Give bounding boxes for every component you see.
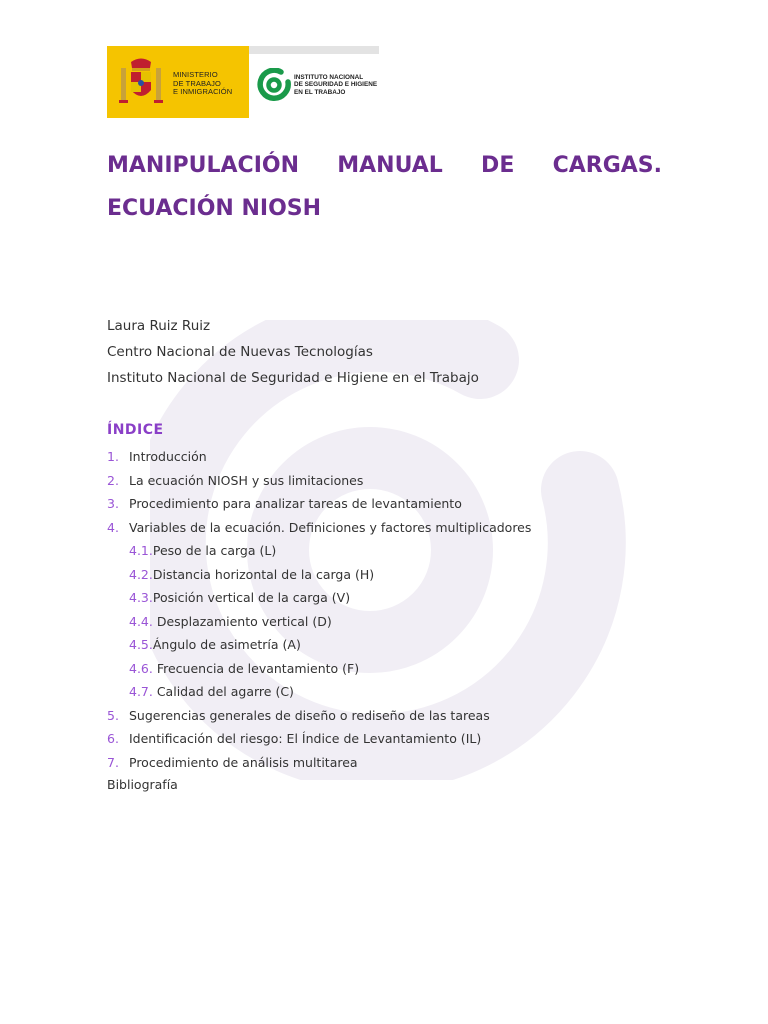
toc-item-label: Distancia horizontal de la carga (H) bbox=[152, 566, 375, 582]
toc-item-label: La ecuación NIOSH y sus limitaciones bbox=[129, 472, 364, 488]
toc-item-label: Desplazamiento vertical (D) bbox=[152, 613, 332, 629]
insht-logo-text: INSTITUTO NACIONAL DE SEGURIDAD E HIGIENE EN EL TRABAJO bbox=[294, 74, 378, 96]
insht-logo-icon bbox=[257, 68, 291, 102]
toc-subitem[interactable] bbox=[107, 610, 531, 634]
toc-item[interactable] bbox=[107, 492, 531, 516]
toc-item[interactable] bbox=[107, 445, 531, 469]
toc-item-label: Peso de la carga (L) bbox=[152, 543, 277, 558]
toc-item-label: Identificación del riesgo: El Índice de Levantamiento (IL) bbox=[129, 731, 482, 746]
author-institute: Instituto Nacional de Seguridad e Higiene en el Trabajo bbox=[107, 370, 479, 386]
toc-subitem[interactable] bbox=[107, 586, 531, 610]
table-of-contents bbox=[107, 445, 531, 774]
toc-item[interactable] bbox=[107, 751, 531, 775]
toc-heading: ÍNDICE bbox=[107, 422, 164, 438]
header-strip bbox=[249, 46, 379, 54]
toc-item-label: Frecuencia de levantamiento (F) bbox=[152, 660, 360, 676]
toc-item-number: 4.4. bbox=[129, 613, 153, 629]
toc-subitem[interactable] bbox=[107, 657, 531, 681]
toc-item-label: Ángulo de asimetría (A) bbox=[152, 637, 301, 652]
toc-item-number: 1. bbox=[107, 449, 119, 464]
toc-item-label: Introducción bbox=[129, 449, 207, 464]
ministry-logo-text: MINISTERIO DE TRABAJO E INMIGRACIÓN bbox=[173, 70, 233, 96]
author-name: Laura Ruiz Ruiz bbox=[107, 318, 211, 334]
toc-item-number: 4.2. bbox=[129, 566, 153, 582]
logo-header bbox=[107, 46, 379, 118]
toc-item-label: Variables de la ecuación. Definiciones y factores multiplicadores bbox=[129, 519, 532, 535]
toc-item-label: Sugerencias generales de diseño o rediseño de las tareas bbox=[129, 707, 490, 723]
toc-subitem[interactable] bbox=[107, 539, 531, 563]
toc-item-number: 4. bbox=[107, 519, 119, 535]
toc-item[interactable] bbox=[107, 469, 531, 493]
toc-subitem[interactable] bbox=[107, 633, 531, 657]
toc-subitem[interactable] bbox=[107, 563, 531, 587]
toc-item-number: 6. bbox=[107, 731, 119, 746]
toc-bibliography[interactable]: Bibliografía bbox=[107, 777, 178, 792]
toc-item-number: 4.5. bbox=[129, 637, 153, 652]
toc-item-number: 4.7. bbox=[129, 684, 153, 699]
toc-item[interactable] bbox=[107, 704, 531, 728]
toc-item-number: 4.1. bbox=[129, 543, 153, 558]
toc-item-number: 7. bbox=[107, 754, 119, 770]
toc-item-label: Procedimiento de análisis multitarea bbox=[129, 754, 358, 770]
toc-item-number: 4.3. bbox=[129, 590, 153, 605]
document-title: MANIPULACIÓN MANUAL DE CARGAS. ECUACIÓN NIOSH bbox=[107, 153, 662, 221]
toc-item[interactable] bbox=[107, 516, 531, 540]
toc-item-number: 3. bbox=[107, 496, 119, 511]
toc-subitem[interactable] bbox=[107, 680, 531, 704]
toc-item[interactable] bbox=[107, 727, 531, 751]
toc-item-label: Posición vertical de la carga (V) bbox=[152, 590, 351, 605]
ministry-logo bbox=[107, 46, 249, 118]
author-center: Centro Nacional de Nuevas Tecnologías bbox=[107, 344, 373, 360]
toc-item-label: Calidad del agarre (C) bbox=[152, 684, 294, 699]
toc-item-number: 5. bbox=[107, 707, 119, 723]
toc-item-number: 2. bbox=[107, 472, 119, 488]
author-block bbox=[107, 313, 479, 391]
coat-of-arms-icon bbox=[117, 56, 165, 108]
toc-item-label: Procedimiento para analizar tareas de levantamiento bbox=[129, 496, 462, 511]
toc-item-number: 4.6. bbox=[129, 660, 153, 676]
